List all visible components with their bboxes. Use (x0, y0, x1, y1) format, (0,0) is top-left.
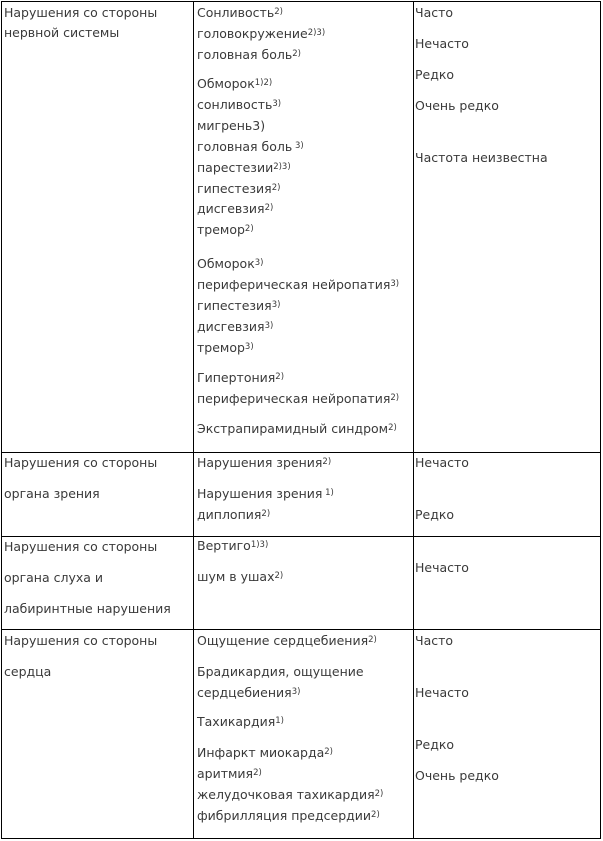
footnote-marker: 1)3) (250, 540, 269, 550)
footnote-marker: 1)2) (254, 78, 273, 88)
footnote-marker: 2) (368, 635, 377, 645)
frequency-label: Редко (415, 67, 455, 82)
organ-class-label: органа слуха и (4, 570, 104, 585)
organ-class-label: органа зрения (4, 486, 100, 501)
adverse-reaction-item: Нарушения зрения$^{2)}$ (197, 455, 332, 470)
frequency-label: Очень редко (415, 768, 499, 783)
footnote-marker: 2) (274, 7, 283, 17)
footnote-marker: 3) (244, 341, 254, 352)
footnote-marker: 2) (324, 747, 333, 757)
column-rule (600, 1, 601, 838)
frequency-label: Нечасто (415, 685, 469, 700)
footnote-marker: 1) (275, 716, 284, 726)
footnote-marker: 2) (388, 423, 397, 433)
footnote-marker: 2) (274, 571, 284, 581)
adverse-reaction-item: аритмия$^{2)}$ (197, 765, 262, 781)
footnote-marker: 2) (322, 457, 332, 467)
adverse-reaction-item: Нарушения зрения $^{1)}$ (197, 486, 334, 501)
frequency-label: Очень редко (415, 98, 499, 113)
adverse-reaction-item: головная боль$^{2)}$ (197, 46, 301, 62)
adverse-reaction-item: гипестезия$^{3)}$ (197, 297, 281, 313)
adverse-reaction-item: сердцебиения$^{3)}$ (197, 684, 301, 700)
footnote-marker: 2) (253, 767, 262, 778)
column-rule (413, 1, 414, 838)
adverse-reaction-item: Тахикардия$^{1)}$ (197, 714, 284, 729)
frequency-label: Часто (415, 633, 454, 648)
row-rule (1, 536, 601, 537)
column-rule (1, 1, 2, 838)
adverse-reaction-item: Обморок$^{1)2)}$ (197, 76, 273, 91)
row-rule (1, 452, 601, 453)
organ-class-label: сердца (4, 664, 52, 679)
adverse-reaction-item: дисгевзия$^{2)}$ (197, 201, 274, 217)
frequency-label: Редко (415, 507, 455, 522)
adverse-reaction-item: головная боль $^{3)}$ (197, 138, 304, 154)
adverse-reaction-item: мигрень3) (197, 117, 266, 133)
adverse-reaction-item: Брадикардия, ощущение (197, 664, 364, 679)
frequency-label: Нечасто (415, 455, 469, 470)
adverse-reaction-item: Гипертония$^{2)}$ (197, 370, 285, 385)
organ-class-label: нервной системы (4, 25, 120, 40)
row-rule (1, 838, 601, 839)
adverse-reaction-item: дисгевзия$^{3)}$ (197, 318, 274, 334)
footnote-marker: 2) (275, 372, 285, 382)
footnote-marker: 3) (390, 278, 400, 289)
organ-class-label: Нарушения со стороны (4, 539, 158, 554)
footnote-marker: 2) (371, 809, 380, 820)
row-rule (1, 629, 601, 630)
adverse-reaction-item: желудочковая тахикардия$^{2)}$ (197, 786, 384, 802)
footnote-marker: 2) (244, 224, 254, 235)
footnote-marker: 3) (271, 299, 281, 310)
adverse-reaction-item: головокружение$^{2)3)}$ (197, 25, 326, 41)
adverse-reaction-item: тремор$^{3)}$ (197, 339, 254, 355)
frequency-label: Часто (415, 5, 454, 20)
footnote-marker: 2) (374, 788, 384, 799)
frequency-label: Редко (415, 737, 455, 752)
frequency-label: Частота неизвестна (415, 150, 548, 165)
footnote-marker: 3) (264, 320, 274, 331)
adverse-reaction-item: периферическая нейропатия$^{3)}$ (197, 276, 400, 292)
footnote-marker: 3) (291, 686, 301, 697)
organ-class-label: лабиринтные нарушения (4, 601, 171, 616)
adverse-reaction-item: периферическая нейропатия$^{2)}$ (197, 390, 400, 406)
adverse-reaction-item: шум в ушах$^{2)}$ (197, 569, 284, 584)
organ-class-label: Нарушения со стороны (4, 455, 158, 470)
adverse-reaction-item: Экстрапирамидный синдром$^{2)}$ (197, 421, 397, 436)
adverse-reaction-item: тремор$^{2)}$ (197, 222, 254, 238)
frequency-label: Нечасто (415, 560, 469, 575)
footnote-marker: 2) (390, 392, 400, 403)
adverse-reaction-item: Вертиго$^{1)3)}$ (197, 538, 269, 553)
organ-class-label: Нарушения со стороны (4, 5, 158, 20)
footnote-marker: 2)3) (273, 161, 291, 172)
adverse-reaction-item: парестезии$^{2)3)}$ (197, 159, 291, 175)
adverse-reaction-item: Ощущение сердцебиения$^{2)}$ (197, 633, 377, 648)
row-rule (1, 1, 601, 2)
footnote-marker: 2) (271, 182, 281, 193)
footnote-marker: 2) (292, 48, 301, 59)
footnote-marker: 2) (261, 508, 271, 519)
footnote-marker: 3) (254, 258, 264, 268)
footnote-marker: 1) (322, 488, 334, 498)
adverse-reaction-item: гипестезия$^{2)}$ (197, 180, 281, 196)
adverse-reaction-item: диплопия$^{2)}$ (197, 506, 271, 522)
column-rule (193, 1, 194, 838)
adverse-reaction-item: Сонливость$^{2)}$ (197, 5, 283, 20)
adverse-reaction-item: Обморок$^{3)}$ (197, 256, 264, 271)
footnote-marker: 2) (264, 203, 274, 214)
adverse-reaction-item: фибрилляция предсердии$^{2)}$ (197, 807, 380, 823)
organ-class-label: Нарушения со стороны (4, 633, 158, 648)
frequency-label: Нечасто (415, 36, 469, 51)
adverse-reaction-item: сонливость$^{3)}$ (197, 96, 282, 112)
adverse-reaction-item: Инфаркт миокарда$^{2)}$ (197, 745, 333, 760)
footnote-marker: 2)3) (307, 27, 326, 38)
footnote-marker: 3) (272, 98, 282, 109)
footnote-marker: 3) (292, 140, 304, 151)
